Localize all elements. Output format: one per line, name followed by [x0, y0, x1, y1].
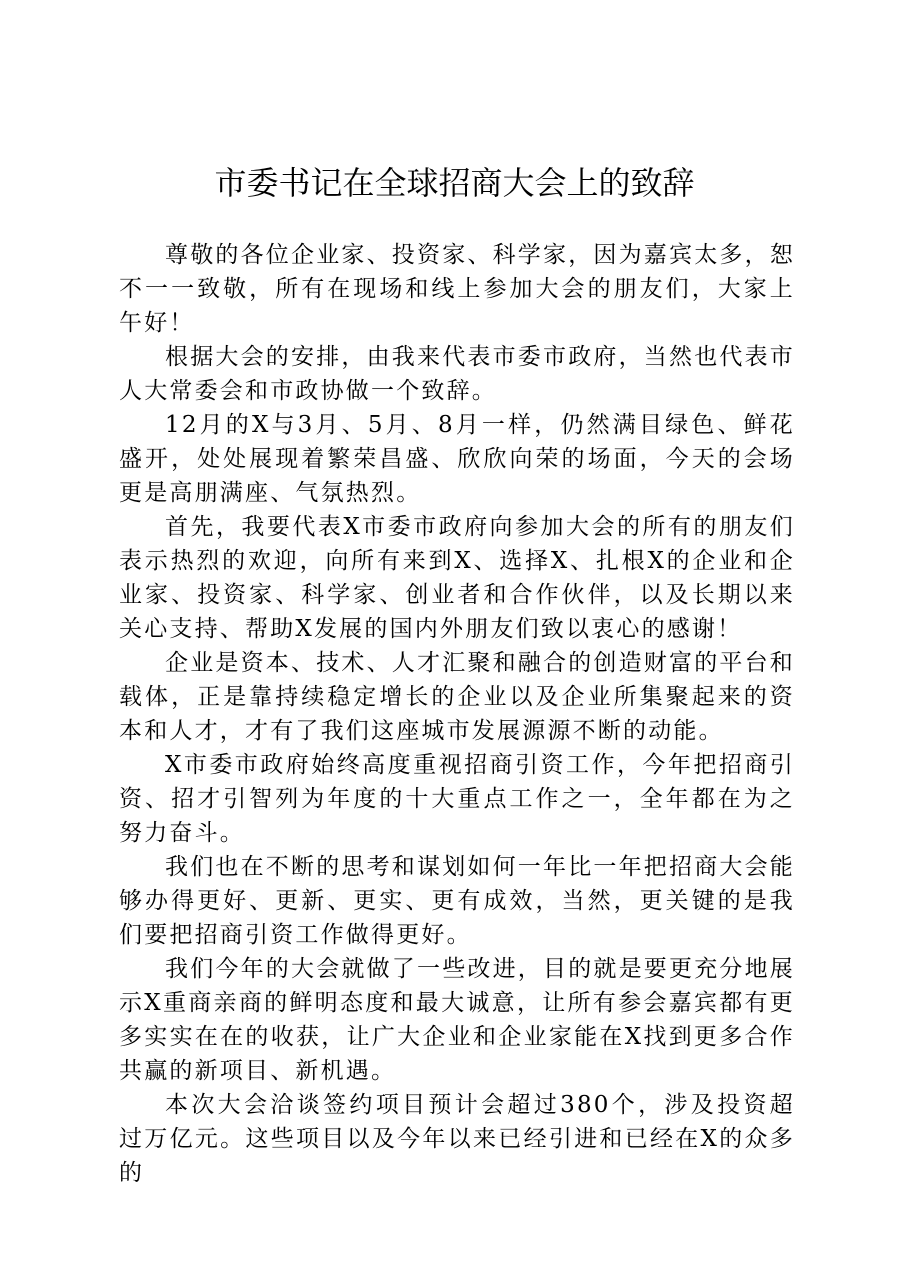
document-body [119, 238, 795, 1190]
paragraph: 我们也在不断的思考和谋划如何一年比一年把招商大会能够办得更好、更新、更实、更有成效，当然，更关键的是我们要把招商引资工作做得更好。 [119, 854, 795, 948]
paragraph: 我们今年的大会就做了一些改进，目的就是要更充分地展示X重商亲商的鲜明态度和最大诚意，让所有参会嘉宾都有更多实实在在的收获，让广大企业和企业家能在X找到更多合作共赢的新项目、新机遇。 [119, 956, 795, 1084]
paragraph: X市委市政府始终高度重视招商引资工作，今年把招商引资、招才引智列为年度的十大重点工作之一，全年都在为之努力奋斗。 [119, 752, 795, 846]
paragraph: 尊敬的各位企业家、投资家、科学家，因为嘉宾太多，恕不一一致敬，所有在现场和线上参加大会的朋友们，大家上午好！ [119, 242, 795, 336]
paragraph: 根据大会的安排，由我来代表市委市政府，当然也代表市人大常委会和市政协做一个致辞。 [119, 344, 795, 404]
paragraph: 首先，我要代表X市委市政府向参加大会的所有的朋友们表示热烈的欢迎，向所有来到X、选择X、扎根X的企业和企业家、投资家、科学家、创业者和合作伙伴，以及长期以来关心支持、帮助X发展的国内外朋友们致以衷心的感谢！ [119, 514, 795, 642]
paragraph: 本次大会洽谈签约项目预计会超过380个，涉及投资超过万亿元。这些项目以及今年以来已经引进和已经在X的众多的 [119, 1092, 795, 1186]
paragraph: 12月的X与3月、5月、8月一样，仍然满目绿色、鲜花盛开，处处展现着繁荣昌盛、欣欣向荣的场面，今天的会场更是高朋满座、气氛热烈。 [119, 412, 795, 506]
paragraph: 企业是资本、技术、人才汇聚和融合的创造财富的平台和载体，正是靠持续稳定增长的企业以及企业所集聚起来的资本和人才，才有了我们这座城市发展源源不断的动能。 [119, 650, 795, 744]
document-title: 市委书记在全球招商大会上的致辞 [214, 164, 695, 202]
